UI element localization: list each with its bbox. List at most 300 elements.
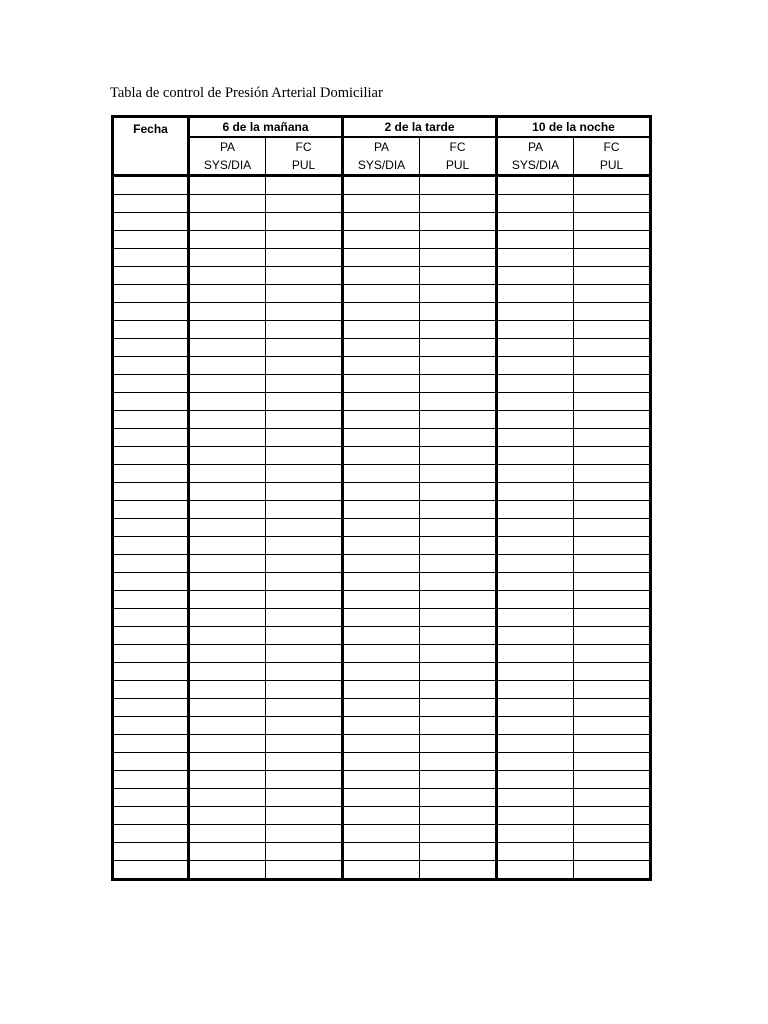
fc-cell[interactable]: [574, 645, 651, 663]
fc-cell[interactable]: [574, 735, 651, 753]
fc-cell[interactable]: [420, 609, 497, 627]
fecha-cell[interactable]: [113, 411, 189, 429]
fc-cell[interactable]: [266, 195, 343, 213]
fc-cell[interactable]: [420, 501, 497, 519]
fc-cell[interactable]: [574, 609, 651, 627]
fc-cell[interactable]: [574, 771, 651, 789]
pa-cell[interactable]: [497, 861, 574, 880]
table-row: [113, 231, 651, 249]
table-row: [113, 321, 651, 339]
pa-cell[interactable]: [497, 213, 574, 231]
pa-cell[interactable]: [189, 393, 266, 411]
pa-cell[interactable]: [343, 195, 420, 213]
fc-cell[interactable]: [420, 303, 497, 321]
fc-cell[interactable]: [574, 573, 651, 591]
fc-cell[interactable]: [574, 591, 651, 609]
pa-cell[interactable]: [497, 609, 574, 627]
fc-cell[interactable]: [266, 176, 343, 195]
pa-cell[interactable]: [343, 591, 420, 609]
pa-cell[interactable]: [497, 465, 574, 483]
fc-unit-header: PUL: [420, 156, 497, 176]
pa-cell[interactable]: [497, 195, 574, 213]
pa-cell[interactable]: [189, 789, 266, 807]
pa-cell[interactable]: [343, 807, 420, 825]
pa-cell[interactable]: [343, 267, 420, 285]
fc-cell[interactable]: [420, 645, 497, 663]
pa-cell[interactable]: [189, 537, 266, 555]
fecha-cell[interactable]: [113, 807, 189, 825]
fecha-cell[interactable]: [113, 267, 189, 285]
fc-cell[interactable]: [420, 807, 497, 825]
pa-cell[interactable]: [343, 501, 420, 519]
fc-cell[interactable]: [574, 807, 651, 825]
fc-cell[interactable]: [420, 411, 497, 429]
fecha-cell[interactable]: [113, 861, 189, 880]
table-row: [113, 591, 651, 609]
fc-cell[interactable]: [420, 195, 497, 213]
table-row: [113, 573, 651, 591]
fecha-cell[interactable]: [113, 681, 189, 699]
fc-cell[interactable]: [266, 357, 343, 375]
fc-cell[interactable]: [266, 843, 343, 861]
fc-cell[interactable]: [574, 843, 651, 861]
pa-cell[interactable]: [343, 771, 420, 789]
pa-cell[interactable]: [497, 411, 574, 429]
fc-cell[interactable]: [420, 789, 497, 807]
fecha-cell[interactable]: [113, 753, 189, 771]
fc-cell[interactable]: [266, 555, 343, 573]
table-row: [113, 339, 651, 357]
pa-cell[interactable]: [343, 375, 420, 393]
pa-cell[interactable]: [343, 411, 420, 429]
fecha-cell[interactable]: [113, 231, 189, 249]
pa-cell[interactable]: [343, 213, 420, 231]
fc-cell[interactable]: [420, 825, 497, 843]
pa-cell[interactable]: [189, 339, 266, 357]
pa-cell[interactable]: [189, 573, 266, 591]
pa-cell[interactable]: [189, 753, 266, 771]
pa-cell[interactable]: [343, 753, 420, 771]
pa-cell[interactable]: [497, 483, 574, 501]
fc-cell[interactable]: [266, 753, 343, 771]
pa-cell[interactable]: [189, 249, 266, 267]
fc-cell[interactable]: [420, 465, 497, 483]
pa-cell[interactable]: [343, 627, 420, 645]
fc-cell[interactable]: [266, 465, 343, 483]
pa-cell[interactable]: [497, 375, 574, 393]
fc-cell[interactable]: [574, 861, 651, 880]
fc-cell[interactable]: [266, 681, 343, 699]
fc-cell[interactable]: [574, 303, 651, 321]
fc-cell[interactable]: [574, 699, 651, 717]
fc-cell[interactable]: [420, 573, 497, 591]
pa-cell[interactable]: [343, 717, 420, 735]
fc-cell[interactable]: [574, 357, 651, 375]
fc-cell[interactable]: [574, 195, 651, 213]
table-row: [113, 393, 651, 411]
pa-cell[interactable]: [189, 483, 266, 501]
pa-cell[interactable]: [343, 663, 420, 681]
pa-cell[interactable]: [497, 393, 574, 411]
fc-cell[interactable]: [574, 717, 651, 735]
fc-cell[interactable]: [574, 411, 651, 429]
table-row: [113, 375, 651, 393]
fc-cell[interactable]: [574, 465, 651, 483]
fc-cell[interactable]: [420, 249, 497, 267]
fecha-cell[interactable]: [113, 357, 189, 375]
fc-cell[interactable]: [420, 267, 497, 285]
pa-cell[interactable]: [189, 231, 266, 249]
fc-cell[interactable]: [266, 537, 343, 555]
pa-cell[interactable]: [497, 663, 574, 681]
pa-cell[interactable]: [343, 789, 420, 807]
pa-cell[interactable]: [343, 519, 420, 537]
fc-cell[interactable]: [266, 267, 343, 285]
fc-cell[interactable]: [574, 267, 651, 285]
pa-cell[interactable]: [497, 843, 574, 861]
pa-cell[interactable]: [497, 807, 574, 825]
pa-cell[interactable]: [189, 267, 266, 285]
pa-cell[interactable]: [497, 699, 574, 717]
pa-cell[interactable]: [343, 699, 420, 717]
fc-cell[interactable]: [420, 627, 497, 645]
fc-cell[interactable]: [420, 393, 497, 411]
table-row: [113, 501, 651, 519]
fecha-cell[interactable]: [113, 843, 189, 861]
fc-cell[interactable]: [420, 519, 497, 537]
fecha-cell[interactable]: [113, 447, 189, 465]
pa-cell[interactable]: [189, 375, 266, 393]
pa-cell[interactable]: [343, 483, 420, 501]
fecha-cell[interactable]: [113, 519, 189, 537]
pa-cell[interactable]: [189, 176, 266, 195]
fc-cell[interactable]: [266, 393, 343, 411]
pa-cell[interactable]: [189, 357, 266, 375]
pa-cell[interactable]: [497, 321, 574, 339]
fc-cell[interactable]: [574, 519, 651, 537]
fc-cell[interactable]: [420, 555, 497, 573]
table-row: [113, 663, 651, 681]
pa-cell[interactable]: [343, 843, 420, 861]
document-title: Tabla de control de Presión Arterial Domiciliar: [110, 85, 383, 101]
fc-cell[interactable]: [266, 717, 343, 735]
fc-cell[interactable]: [574, 483, 651, 501]
fc-cell[interactable]: [420, 483, 497, 501]
pa-cell[interactable]: [189, 519, 266, 537]
pa-cell[interactable]: [189, 807, 266, 825]
fc-cell[interactable]: [574, 681, 651, 699]
fecha-cell[interactable]: [113, 789, 189, 807]
fc-cell[interactable]: [266, 501, 343, 519]
pa-cell[interactable]: [189, 771, 266, 789]
pa-cell[interactable]: [343, 465, 420, 483]
fc-cell[interactable]: [574, 375, 651, 393]
pa-cell[interactable]: [497, 447, 574, 465]
fecha-cell[interactable]: [113, 285, 189, 303]
fc-cell[interactable]: [266, 375, 343, 393]
fc-cell[interactable]: [266, 249, 343, 267]
fc-cell[interactable]: [266, 285, 343, 303]
fc-cell[interactable]: [574, 537, 651, 555]
fc-cell[interactable]: [574, 501, 651, 519]
pa-cell[interactable]: [497, 357, 574, 375]
fc-cell[interactable]: [266, 609, 343, 627]
pa-cell[interactable]: [497, 339, 574, 357]
pa-cell[interactable]: [497, 735, 574, 753]
pa-cell[interactable]: [189, 213, 266, 231]
pa-cell[interactable]: [497, 645, 574, 663]
fc-cell[interactable]: [266, 231, 343, 249]
pa-cell[interactable]: [189, 591, 266, 609]
fc-cell[interactable]: [420, 375, 497, 393]
fc-cell[interactable]: [420, 339, 497, 357]
fc-cell[interactable]: [420, 771, 497, 789]
pa-cell[interactable]: [343, 285, 420, 303]
pa-cell[interactable]: [343, 735, 420, 753]
fc-cell[interactable]: [574, 555, 651, 573]
fc-cell[interactable]: [420, 753, 497, 771]
pa-cell[interactable]: [497, 249, 574, 267]
pa-cell[interactable]: [343, 681, 420, 699]
pa-cell[interactable]: [343, 303, 420, 321]
fecha-cell[interactable]: [113, 573, 189, 591]
fc-cell[interactable]: [420, 663, 497, 681]
fecha-cell[interactable]: [113, 609, 189, 627]
table-row: [113, 717, 651, 735]
pa-cell[interactable]: [497, 627, 574, 645]
group-header-afternoon: 2 de la tarde: [343, 117, 497, 138]
fc-cell[interactable]: [266, 663, 343, 681]
fc-cell[interactable]: [266, 825, 343, 843]
fecha-cell[interactable]: [113, 195, 189, 213]
table-row: [113, 555, 651, 573]
fecha-cell[interactable]: [113, 429, 189, 447]
fc-cell[interactable]: [266, 447, 343, 465]
fc-cell[interactable]: [574, 429, 651, 447]
fc-cell[interactable]: [420, 285, 497, 303]
pa-cell[interactable]: [189, 843, 266, 861]
fecha-cell[interactable]: [113, 699, 189, 717]
fc-cell[interactable]: [266, 699, 343, 717]
pa-cell[interactable]: [189, 429, 266, 447]
pa-cell[interactable]: [189, 645, 266, 663]
fecha-cell[interactable]: [113, 375, 189, 393]
pa-cell[interactable]: [343, 861, 420, 880]
pa-cell[interactable]: [189, 555, 266, 573]
fecha-cell[interactable]: [113, 735, 189, 753]
pa-cell[interactable]: [189, 411, 266, 429]
pa-cell[interactable]: [497, 429, 574, 447]
fc-cell[interactable]: [574, 249, 651, 267]
fc-cell[interactable]: [574, 447, 651, 465]
table-row: [113, 537, 651, 555]
fc-cell[interactable]: [266, 591, 343, 609]
pa-cell[interactable]: [497, 267, 574, 285]
fc-cell[interactable]: [420, 447, 497, 465]
fc-cell[interactable]: [266, 429, 343, 447]
pa-cell[interactable]: [189, 303, 266, 321]
fc-cell[interactable]: [420, 843, 497, 861]
fc-cell[interactable]: [420, 717, 497, 735]
pa-cell[interactable]: [189, 825, 266, 843]
pa-cell[interactable]: [189, 699, 266, 717]
pa-cell[interactable]: [497, 681, 574, 699]
fc-cell[interactable]: [266, 213, 343, 231]
pa-cell[interactable]: [497, 519, 574, 537]
fecha-cell[interactable]: [113, 213, 189, 231]
fc-cell[interactable]: [266, 339, 343, 357]
fecha-cell[interactable]: [113, 393, 189, 411]
pa-cell[interactable]: [497, 771, 574, 789]
table-row: [113, 825, 651, 843]
fc-cell[interactable]: [574, 789, 651, 807]
pa-cell[interactable]: [497, 573, 574, 591]
fc-cell[interactable]: [266, 303, 343, 321]
pa-cell[interactable]: [497, 825, 574, 843]
pa-cell[interactable]: [497, 176, 574, 195]
fc-cell[interactable]: [420, 591, 497, 609]
pa-cell[interactable]: [497, 537, 574, 555]
table-row: [113, 249, 651, 267]
pa-cell[interactable]: [343, 537, 420, 555]
pa-cell[interactable]: [189, 285, 266, 303]
fc-cell[interactable]: [574, 321, 651, 339]
fc-cell[interactable]: [266, 483, 343, 501]
pa-cell[interactable]: [497, 285, 574, 303]
fc-cell[interactable]: [574, 176, 651, 195]
pa-cell[interactable]: [497, 717, 574, 735]
fc-header: FC: [420, 137, 497, 156]
pa-cell[interactable]: [343, 339, 420, 357]
fecha-cell[interactable]: [113, 825, 189, 843]
fecha-cell[interactable]: [113, 771, 189, 789]
fc-cell[interactable]: [420, 681, 497, 699]
pa-cell[interactable]: [343, 573, 420, 591]
pa-cell[interactable]: [189, 681, 266, 699]
pa-cell[interactable]: [343, 825, 420, 843]
fc-cell[interactable]: [266, 645, 343, 663]
pa-cell[interactable]: [497, 753, 574, 771]
fc-cell[interactable]: [266, 411, 343, 429]
blood-pressure-log-table: [111, 115, 652, 881]
fc-cell[interactable]: [266, 519, 343, 537]
pa-cell[interactable]: [343, 231, 420, 249]
pa-cell[interactable]: [343, 555, 420, 573]
pa-cell[interactable]: [189, 465, 266, 483]
pa-cell[interactable]: [189, 447, 266, 465]
fecha-cell[interactable]: [113, 717, 189, 735]
fc-cell[interactable]: [420, 735, 497, 753]
table-row: [113, 735, 651, 753]
fecha-cell[interactable]: [113, 645, 189, 663]
pa-cell[interactable]: [343, 321, 420, 339]
pa-cell[interactable]: [189, 717, 266, 735]
fc-cell[interactable]: [266, 735, 343, 753]
fc-cell[interactable]: [574, 627, 651, 645]
table-row: [113, 267, 651, 285]
fc-cell[interactable]: [266, 861, 343, 880]
fecha-cell[interactable]: [113, 249, 189, 267]
fc-cell[interactable]: [420, 176, 497, 195]
pa-cell[interactable]: [497, 789, 574, 807]
fc-cell[interactable]: [420, 861, 497, 880]
fc-cell[interactable]: [420, 213, 497, 231]
table-row: [113, 609, 651, 627]
pa-unit-header: SYS/DIA: [343, 156, 420, 176]
fecha-cell[interactable]: [113, 176, 189, 195]
fecha-cell[interactable]: [113, 537, 189, 555]
pa-cell[interactable]: [189, 735, 266, 753]
pa-cell[interactable]: [497, 501, 574, 519]
pa-cell[interactable]: [189, 861, 266, 880]
fecha-cell[interactable]: [113, 663, 189, 681]
fc-cell[interactable]: [420, 321, 497, 339]
fc-cell[interactable]: [266, 789, 343, 807]
pa-cell[interactable]: [189, 627, 266, 645]
pa-cell[interactable]: [189, 321, 266, 339]
fc-cell[interactable]: [266, 627, 343, 645]
pa-cell[interactable]: [343, 176, 420, 195]
pa-cell[interactable]: [497, 303, 574, 321]
pa-cell[interactable]: [189, 663, 266, 681]
fc-cell[interactable]: [266, 771, 343, 789]
fc-cell[interactable]: [420, 429, 497, 447]
fc-cell[interactable]: [420, 357, 497, 375]
pa-cell[interactable]: [343, 393, 420, 411]
fecha-cell[interactable]: [113, 321, 189, 339]
fecha-cell[interactable]: [113, 555, 189, 573]
pa-cell[interactable]: [497, 555, 574, 573]
fecha-cell[interactable]: [113, 339, 189, 357]
fc-cell[interactable]: [574, 285, 651, 303]
pa-cell[interactable]: [343, 357, 420, 375]
pa-cell[interactable]: [343, 645, 420, 663]
pa-header: PA: [189, 137, 266, 156]
pa-cell[interactable]: [189, 195, 266, 213]
table-row: [113, 807, 651, 825]
fc-cell[interactable]: [266, 321, 343, 339]
fecha-cell[interactable]: [113, 465, 189, 483]
pa-cell[interactable]: [343, 249, 420, 267]
fc-cell[interactable]: [574, 339, 651, 357]
fecha-cell[interactable]: [113, 501, 189, 519]
fc-cell[interactable]: [574, 753, 651, 771]
fc-cell[interactable]: [420, 231, 497, 249]
fecha-cell[interactable]: [113, 483, 189, 501]
pa-header: PA: [343, 137, 420, 156]
pa-cell[interactable]: [343, 609, 420, 627]
pa-cell[interactable]: [343, 429, 420, 447]
fecha-cell[interactable]: [113, 627, 189, 645]
table-row: [113, 753, 651, 771]
fc-cell[interactable]: [266, 573, 343, 591]
pa-cell[interactable]: [497, 231, 574, 249]
pa-cell[interactable]: [189, 609, 266, 627]
fc-cell[interactable]: [420, 537, 497, 555]
fc-cell[interactable]: [574, 231, 651, 249]
pa-cell[interactable]: [189, 501, 266, 519]
fecha-cell[interactable]: [113, 303, 189, 321]
fc-cell[interactable]: [574, 213, 651, 231]
fc-cell[interactable]: [574, 663, 651, 681]
fc-cell[interactable]: [574, 393, 651, 411]
pa-cell[interactable]: [343, 447, 420, 465]
fc-cell[interactable]: [420, 699, 497, 717]
fc-cell[interactable]: [266, 807, 343, 825]
fc-cell[interactable]: [574, 825, 651, 843]
fecha-cell[interactable]: [113, 591, 189, 609]
pa-cell[interactable]: [497, 591, 574, 609]
